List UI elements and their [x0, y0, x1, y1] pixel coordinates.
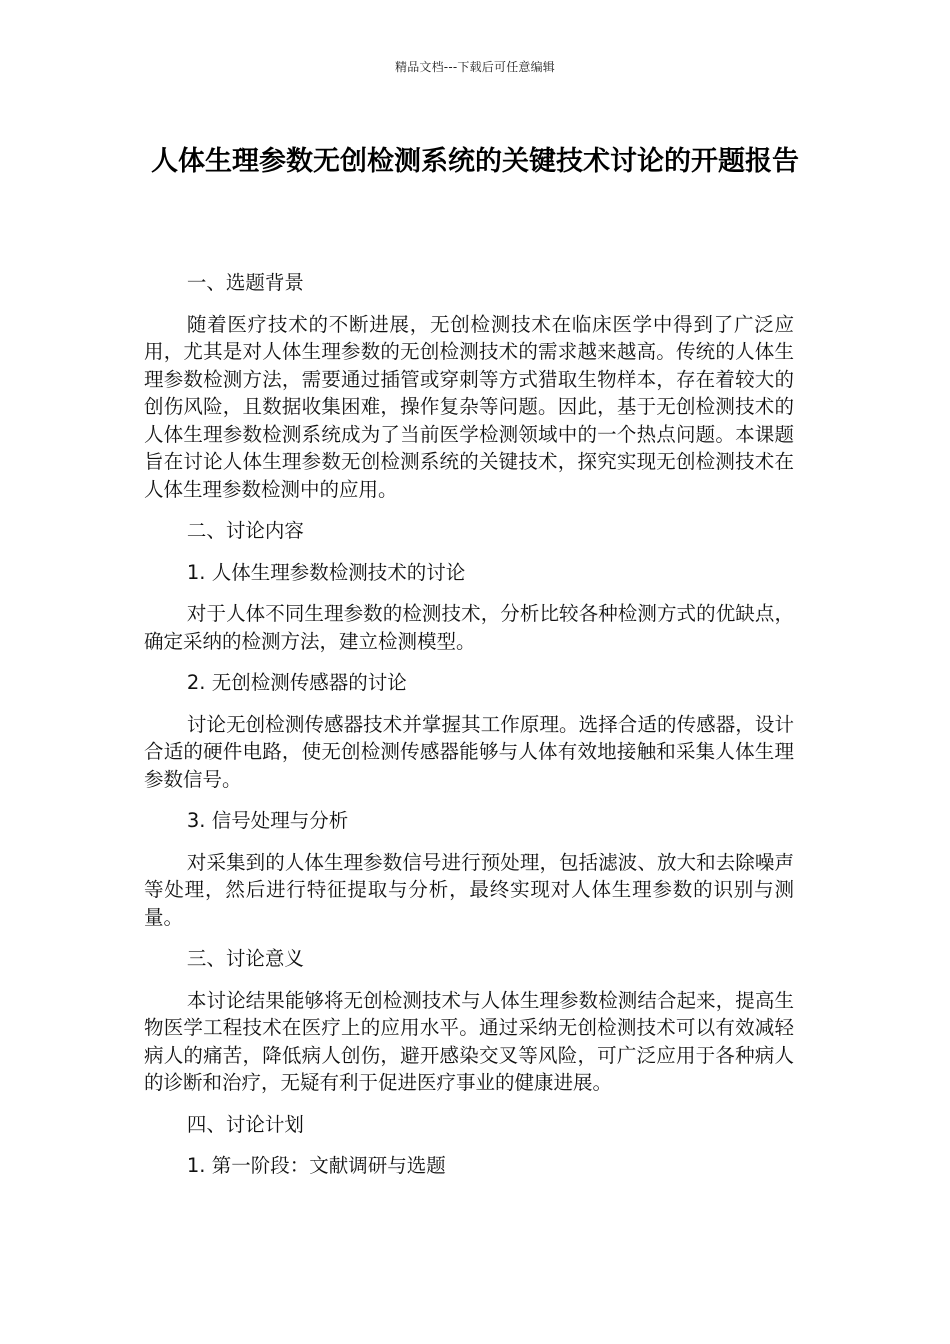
paragraph-detection-technology: 对于人体不同生理参数的检测技术，分析比较各种检测方式的优缺点，确定采纳的检测方法，建立检测模型。 — [144, 602, 794, 653]
subheading-sensor: 2. 无创检测传感器的讨论 — [186, 671, 407, 694]
section-heading-plan: 四、讨论计划 — [186, 1112, 304, 1136]
page-header: 精品文档---下载后可任意编辑 — [395, 60, 555, 74]
section-heading-significance: 三、讨论意义 — [186, 947, 304, 970]
paragraph-significance: 本讨论结果能够将无创检测技术与人体生理参数检测结合起来，提高生物医学工程技术在医疗上的应用水平。通过采纳无创检测技术可以有效减轻病人的痛苦，降低病人创伤，避开感染交叉等风险，可广泛应用于各种病人的诊断和治疗，无疑有利于促进医疗事业的健康进展。 — [144, 988, 794, 1094]
section-heading-background: 一、选题背景 — [186, 271, 304, 294]
subheading-plan-phase-one: 1. 第一阶段：文献调研与选题 — [186, 1154, 446, 1177]
paragraph-sensor: 讨论无创检测传感器技术并掌握其工作原理。选择合适的传感器，设计合适的硬件电路，使无创检测传感器能够与人体有效地接触和采集人体生理参数信号。 — [144, 712, 794, 791]
document-title: 人体生理参数无创检测系统的关键技术讨论的开题报告 — [151, 146, 799, 177]
subheading-signal-processing: 3. 信号处理与分析 — [186, 809, 349, 832]
document-body — [144, 268, 794, 1194]
paragraph-background: 随着医疗技术的不断进展，无创检测技术在临床医学中得到了广泛应用，尤其是对人体生理参数的无创检测技术的需求越来越高。传统的人体生理参数检测方法，需要通过插管或穿刺等方式猎取生物样本，存在着较大的创伤风险，且数据收集困难，操作复杂等问题。因此，基于无创检测技术的人体生理参数检测系统成为了当前医学检测领域中的一个热点问题。本课题旨在讨论人体生理参数无创检测系统的关键技术，探究实现无创检测技术在人体生理参数检测中的应用。 — [144, 312, 794, 501]
subheading-detection-technology: 1. 人体生理参数检测技术的讨论 — [186, 560, 466, 584]
paragraph-signal-processing: 对采集到的人体生理参数信号进行预处理，包括滤波、放大和去除噪声等处理，然后进行特征提取与分析，最终实现对人体生理参数的识别与测量。 — [144, 850, 794, 929]
section-heading-content: 二、讨论内容 — [186, 519, 304, 542]
